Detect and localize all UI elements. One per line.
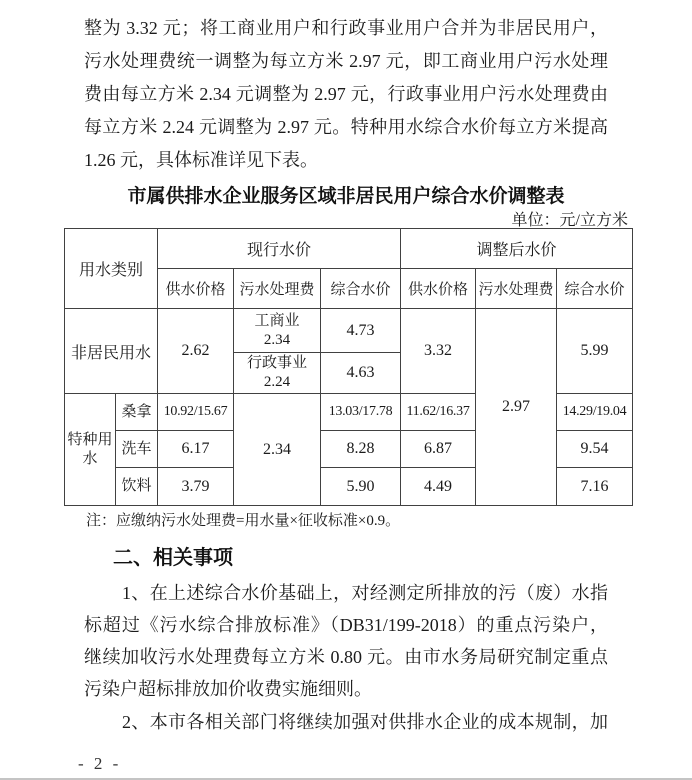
cell-admin-sewage-old: [234, 353, 321, 394]
item2-paragraph: [84, 706, 608, 738]
cell-beverage-label: 饮料: [116, 468, 158, 506]
cell-special-sewage-old: 2.34: [234, 394, 321, 506]
intro-paragraph: [84, 12, 608, 177]
subheader-supply-current: 供水价格: [158, 269, 234, 309]
subheader-combined-current: 综合水价: [321, 269, 401, 309]
table-note: 注：应缴纳污水处理费=用水量×征收标准×0.9。: [86, 513, 401, 529]
cell-non-resident-supply-old: 2.62: [158, 309, 234, 394]
header-adjusted-price: 调整后水价: [401, 229, 633, 269]
header-category: 用水类别: [65, 229, 158, 309]
section-heading: 二、相关事项: [113, 547, 233, 569]
cell-carwash-label: 洗车: [116, 431, 158, 468]
cell-sewage-new: 2.97: [476, 309, 557, 506]
table-row: [65, 309, 633, 353]
cell-commercial-sewage-old: [234, 309, 321, 353]
cell-sauna-combined-new: 14.29/19.04: [557, 394, 633, 431]
text-line: 1.26 元，具体标准详见下表。: [84, 150, 318, 170]
subheader-sewage-adjusted: 污水处理费: [476, 269, 557, 309]
cell-admin-combined-old: 4.63: [321, 353, 401, 394]
text-line: 费由每立方米 2.34 元调整为 2.97 元，行政事业用户污水处理费由: [84, 84, 608, 104]
text-line: 整为 3.32 元；将工商业用户和行政事业用户合并为非居民用户，: [84, 18, 608, 38]
cell-carwash-supply-old: 6.17: [158, 431, 234, 468]
cell-sauna-combined-old: 13.03/17.78: [321, 394, 401, 431]
subheader-combined-adjusted: 综合水价: [557, 269, 633, 309]
admin-label: 行政事业: [246, 355, 307, 371]
cell-non-resident-label: 非居民用水: [65, 309, 158, 394]
commercial-sewage-value: 2.34: [263, 331, 291, 348]
cell-beverage-combined-old: 5.90: [321, 468, 401, 506]
cell-non-resident-supply-new: 3.32: [401, 309, 476, 394]
cell-carwash-combined-old: 8.28: [321, 431, 401, 468]
text-line: 污染户超标排放加价收费实施细则。: [84, 679, 372, 699]
water-price-table: [64, 228, 633, 506]
text-line: 继续加收污水处理费每立方米 0.80 元。由市水务局研究制定重点: [84, 647, 608, 667]
page-number: - 2 -: [78, 754, 122, 773]
cell-beverage-combined-new: 7.16: [557, 468, 633, 506]
text-line: 每立方米 2.24 元调整为 2.97 元。特种用水综合水价每立方米提高: [84, 117, 608, 137]
cell-sauna-supply-old: 10.92/15.67: [158, 394, 234, 431]
text-line: 标超过《污水综合排放标准》（DB31/199-2018）的重点污染户，: [84, 615, 608, 635]
item1-paragraph: [84, 577, 608, 705]
header-current-price: 现行水价: [158, 229, 401, 269]
text-line: 2、本市各相关部门将继续加强对供排水企业的成本规制，加: [122, 712, 608, 732]
subheader-sewage-current: 污水处理费: [234, 269, 321, 309]
text-line: 1、在上述综合水价基础上，对经测定所排放的污（废）水指: [122, 583, 608, 603]
cell-non-resident-combined-new: 5.99: [557, 309, 633, 394]
unit-label: 单位：元/立方米: [511, 212, 628, 229]
subheader-supply-adjusted: 供水价格: [401, 269, 476, 309]
cell-sauna-supply-new: 11.62/16.37: [401, 394, 476, 431]
cell-carwash-supply-new: 6.87: [401, 431, 476, 468]
text-line: 污水处理费统一调整为每立方米 2.97 元，即工商业用户污水处理: [84, 51, 608, 71]
table-title: 市属供排水企业服务区域非居民用户综合水价调整表: [127, 186, 565, 207]
commercial-label: 工商业: [254, 312, 300, 329]
cell-sauna-label: 桑拿: [116, 394, 158, 431]
cell-commercial-combined-old: 4.73: [321, 309, 401, 353]
cell-beverage-supply-old: 3.79: [158, 468, 234, 506]
cell-beverage-supply-new: 4.49: [401, 468, 476, 506]
cell-carwash-combined-new: 9.54: [557, 431, 633, 468]
cell-special-label: 特种用水: [65, 394, 116, 506]
admin-sewage-value: 2.24: [263, 374, 291, 390]
